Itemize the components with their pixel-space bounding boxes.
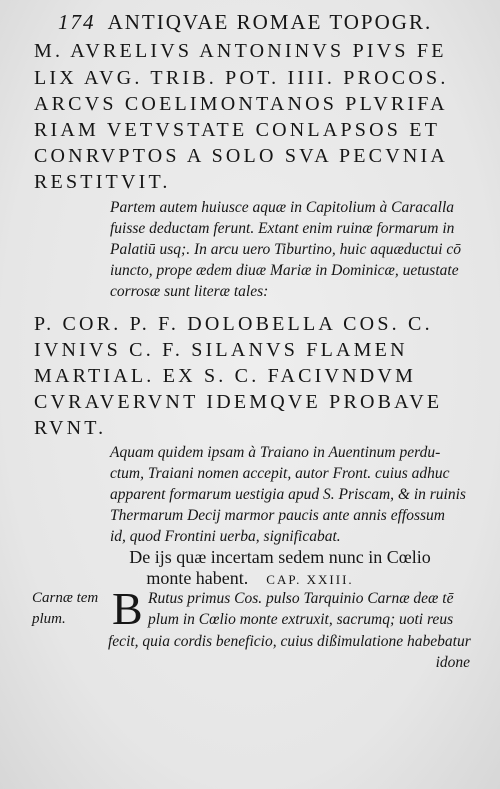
chapter-line: fecit, quia cordis beneficio, cuius dißimulatione habebatur [108, 633, 471, 650]
inscription-line: M. AVRELIVS ANTONINVS PIVS FE [34, 40, 447, 62]
margin-note: plum. [32, 611, 66, 627]
chapter-title-line2 [0, 568, 500, 589]
running-header [58, 10, 488, 35]
paragraph-line: fuisse deductam ferunt. Extant enim ruinæ formarum in [110, 220, 455, 237]
inscription-line: RVNT. [34, 417, 107, 439]
inscription-line: MARTIAL. EX S. C. FACIVNDVM [34, 365, 417, 387]
page-number: 174 [58, 10, 96, 34]
inscription-line: LIX AVG. TRIB. POT. IIII. PROCOS. [34, 67, 449, 89]
paragraph-line: id, quod Frontini uerba, significabat. [110, 528, 341, 545]
paragraph-line: iuncto, prope ædem diuæ Mariæ in Dominicæ, uetustate [110, 262, 459, 279]
inscription-line: CVRAVERVNT IDEMQVE PROBAVE [34, 391, 443, 413]
inscription-line: IVNIVS C. F. SILANVS FLAMEN [34, 339, 408, 361]
inscription-line: P. COR. P. F. DOLOBELLA COS. C. [34, 313, 433, 335]
margin-note: Carnæ tem [32, 590, 99, 606]
paragraph-line: Thermarum Decij marmor paucis ante annis effossum [110, 507, 445, 524]
paragraph-line: Partem autem huiusce aquæ in Capitolium à Caracalla [110, 199, 454, 216]
inscription-line: RIAM VETVSTATE CONLAPSOS ET [34, 119, 441, 141]
inscription-line: RESTITVIT. [34, 171, 171, 193]
catchword: idone [435, 654, 470, 671]
chapter-title-cont: monte habent. [146, 568, 249, 588]
drop-cap: B [112, 583, 143, 634]
chapter-title: De ijs quæ incertam sedem nunc in Cœlio [129, 547, 431, 567]
paragraph-line: Aquam quidem ipsam à Traiano in Auentinum perdu- [110, 444, 441, 461]
inscription-line: CONRVPTOS A SOLO SVA PECVNIA [34, 145, 449, 167]
chapter-line: Rutus primus Cos. pulso Tarquinio Carnæ deæ tē [148, 590, 454, 607]
inscription-line: ARCVS COELIMONTANOS PLVRIFA [34, 93, 448, 115]
paragraph-line: ctum, Traiani nomen accepit, autor Front. cuius adhuc [110, 465, 450, 482]
paragraph-line: apparent formarum uestigia apud S. Priscam, & in ruinis [110, 486, 466, 503]
paragraph-line: Palatiū usq;. In arcu uero Tiburtino, huic aquæductui cō [110, 241, 462, 258]
chapter-number: CAP. XXIII. [266, 572, 354, 587]
running-title: ANTIQVAE ROMAE TOPOGR. [107, 10, 433, 34]
chapter-line: plum in Cœlio monte extruxit, sacrumq; uoti reus [148, 611, 454, 628]
paragraph-line: corrosæ sunt literæ tales: [110, 283, 269, 300]
